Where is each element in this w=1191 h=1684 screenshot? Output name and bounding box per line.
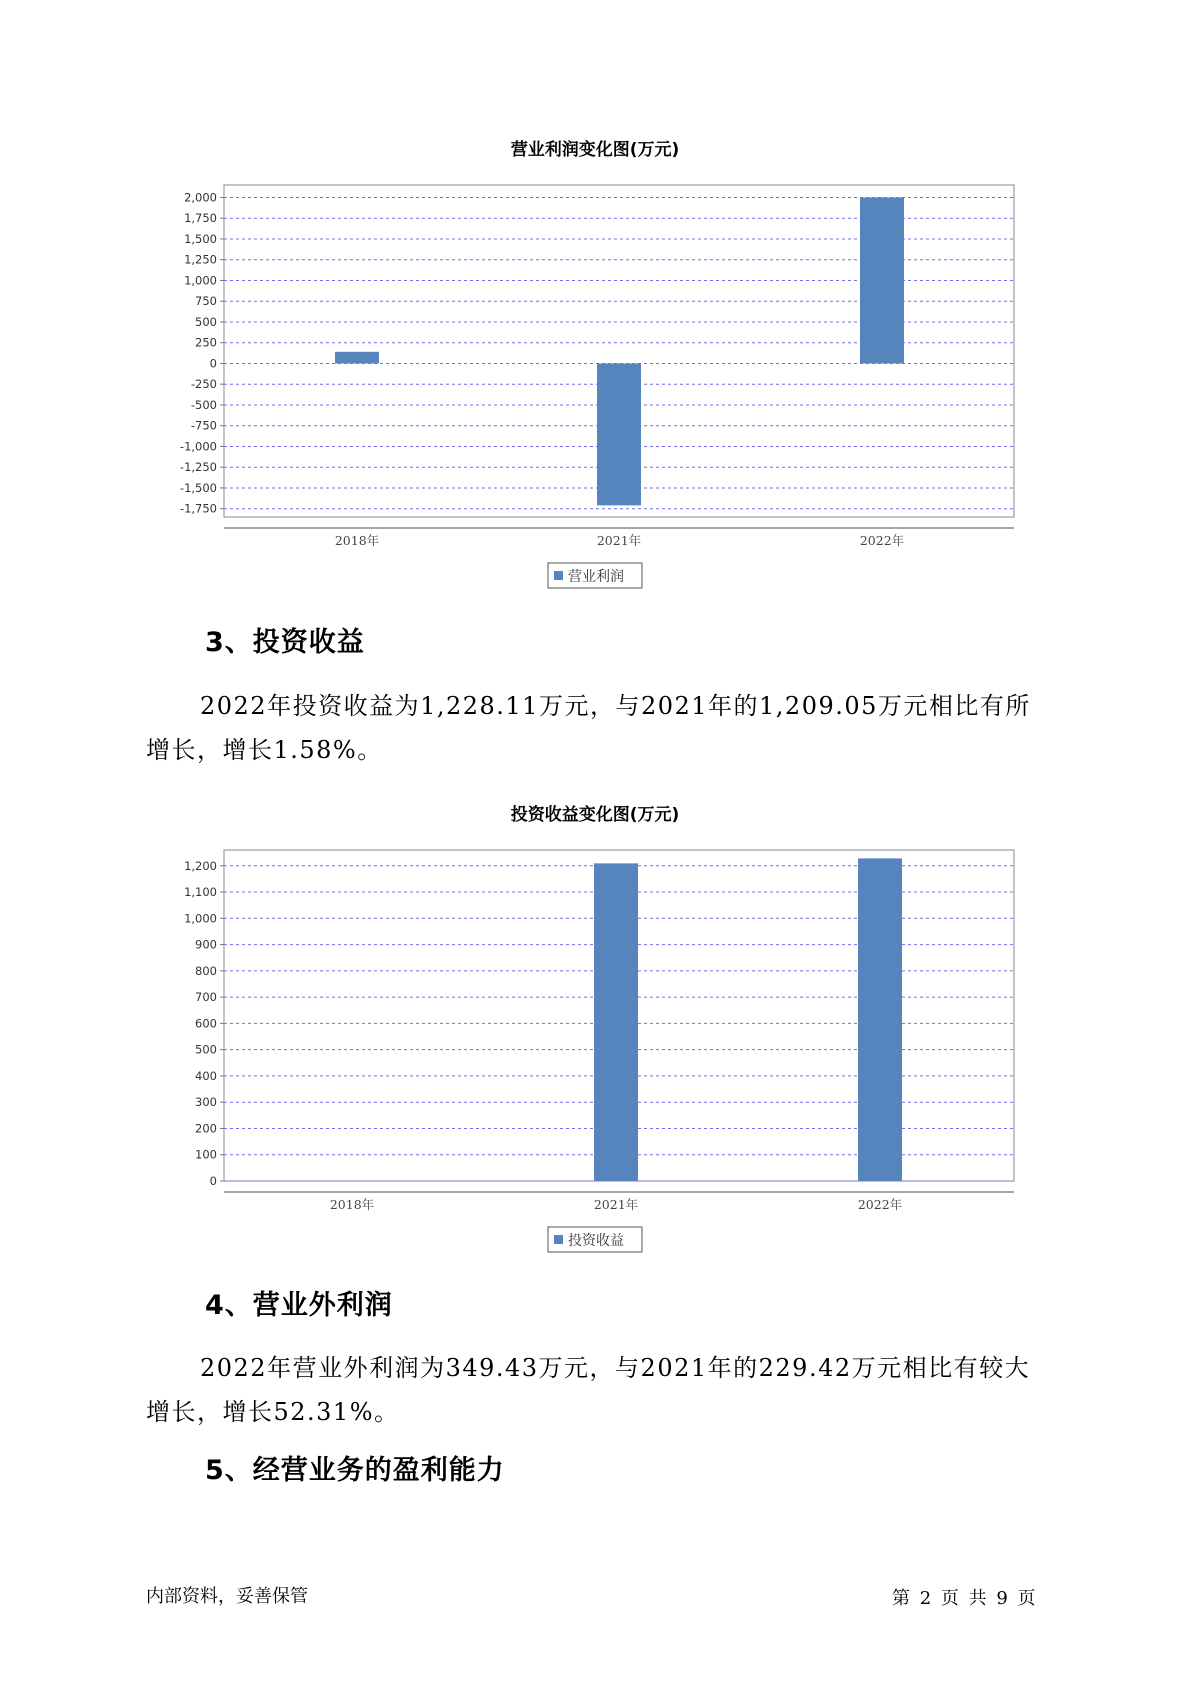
- y-tick-label: 100: [195, 1147, 217, 1162]
- y-tick-label: 1,500: [184, 231, 217, 246]
- section-4-heading: 4、营业外利润: [205, 1290, 393, 1321]
- legend-swatch: [554, 571, 563, 580]
- y-tick-label: -750: [190, 418, 217, 433]
- y-tick-label: -500: [190, 397, 217, 412]
- x-category-label: 2021年: [593, 1197, 639, 1212]
- y-tick-label: 900: [195, 937, 217, 952]
- y-tick-label: -1,500: [179, 480, 217, 495]
- y-tick-label: 250: [195, 335, 217, 350]
- investment-income-chart: [0, 795, 1191, 1255]
- x-category-label: 2018年: [329, 1197, 375, 1212]
- y-tick-label: 1,000: [184, 273, 217, 288]
- y-tick-label: 400: [195, 1068, 217, 1083]
- x-category-label: 2018年: [334, 533, 380, 548]
- y-tick-label: -1,250: [179, 460, 217, 475]
- y-tick-label: 2,000: [184, 190, 217, 205]
- bar: [594, 863, 638, 1181]
- bar: [858, 858, 902, 1181]
- y-tick-label: 700: [195, 990, 217, 1005]
- y-tick-label: 0: [209, 356, 217, 371]
- y-tick-label: 1,750: [184, 211, 217, 226]
- x-category-label: 2022年: [857, 1197, 903, 1212]
- y-tick-label: -1,000: [179, 439, 217, 454]
- y-tick-label: 500: [195, 1042, 217, 1057]
- y-tick-label: 600: [195, 1016, 217, 1031]
- section-3-paragraph: 2022年投资收益为1,228.11万元，与2021年的1,209.05万元相比有所增长，增长1.58%。: [146, 692, 1031, 764]
- y-tick-label: 1,100: [184, 885, 217, 900]
- y-tick-label: 200: [195, 1121, 217, 1136]
- y-tick-label: -1,750: [179, 501, 217, 516]
- operating-profit-chart-svg: [0, 130, 1191, 590]
- legend-label: 投资收益: [568, 1233, 624, 1249]
- section-4-paragraph: 2022年营业外利润为349.43万元，与2021年的229.42万元相比有较大增长，增长52.31%。: [146, 1354, 1031, 1426]
- chart-title: 营业利润变化图(万元): [510, 140, 680, 160]
- investment-income-chart-svg: [0, 795, 1191, 1255]
- x-category-label: 2021年: [596, 533, 642, 548]
- operating-profit-chart: [0, 130, 1191, 590]
- y-tick-label: -250: [190, 377, 217, 392]
- y-tick-label: 1,200: [184, 858, 217, 873]
- y-tick-label: 500: [195, 314, 217, 329]
- y-tick-label: 1,250: [184, 252, 217, 267]
- bar: [335, 352, 379, 364]
- bar: [860, 197, 904, 363]
- x-category-label: 2022年: [859, 533, 905, 548]
- legend-swatch: [554, 1235, 563, 1244]
- footer-page-number: 第 2 页 共 9 页: [892, 1588, 1036, 1609]
- y-tick-label: 1,000: [184, 911, 217, 926]
- section-5-heading: 5、经营业务的盈利能力: [205, 1455, 505, 1486]
- y-tick-label: 800: [195, 963, 217, 978]
- legend-label: 营业利润: [568, 569, 624, 585]
- bar: [597, 363, 641, 505]
- chart-title: 投资收益变化图(万元): [510, 805, 680, 825]
- section-3-heading: 3、投资收益: [205, 627, 365, 658]
- y-tick-label: 0: [209, 1174, 217, 1188]
- footer-confidential-note: 内部资料，妥善保管: [146, 1586, 308, 1607]
- y-tick-label: 750: [195, 294, 217, 309]
- y-tick-label: 300: [195, 1095, 217, 1110]
